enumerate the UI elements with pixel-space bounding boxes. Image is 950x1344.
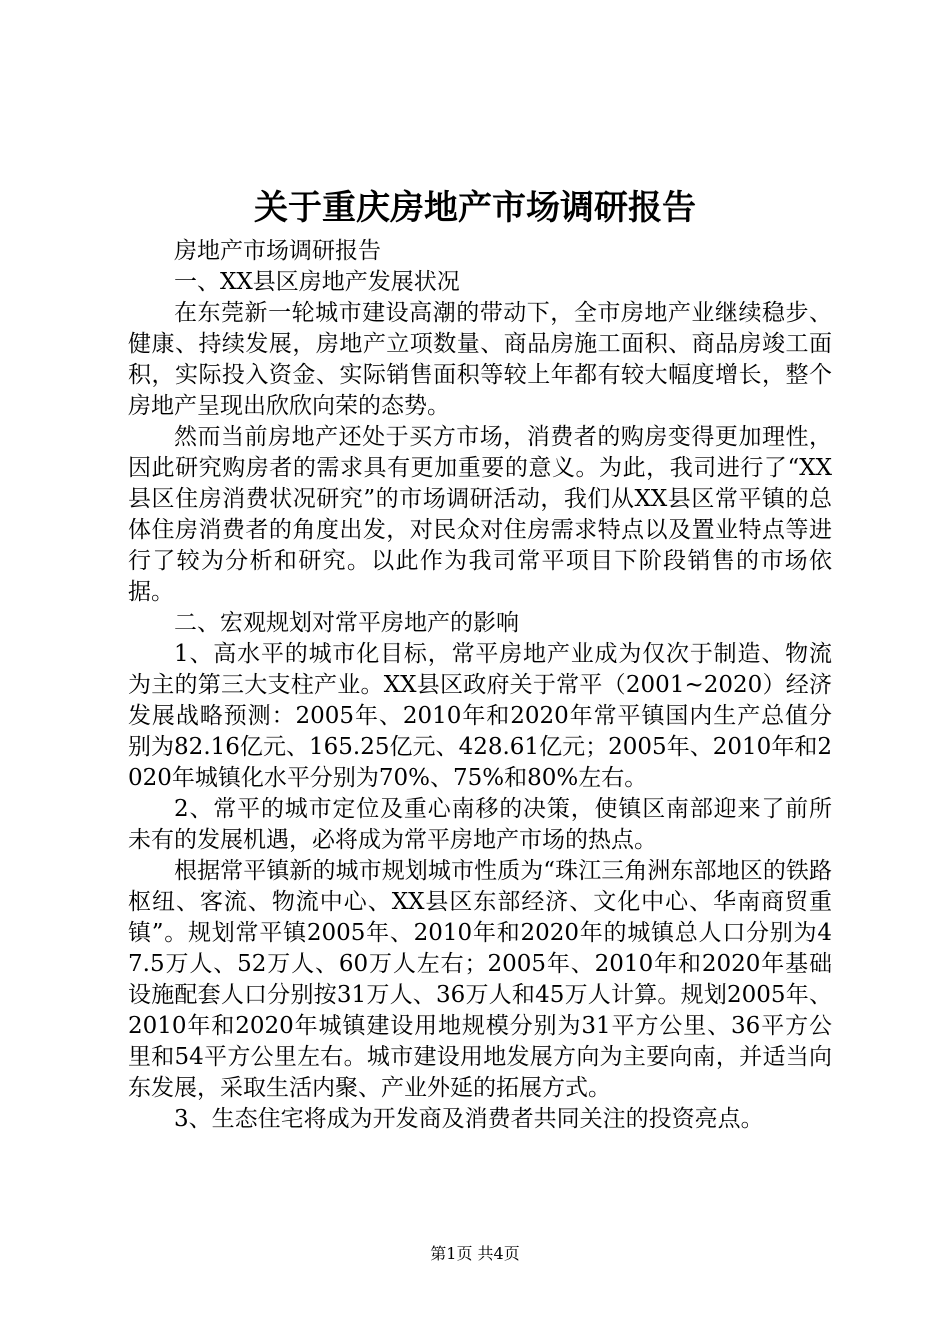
section-heading-2: 二、宏观规划对常平房地产的影响 [174,610,519,636]
page-footer: 第1页 共4页 [430,1244,520,1263]
paragraph: 1、高水平的城市化目标，常平房地产业成为仅次于制造、物流为主的第三大支柱产业。XX县区政府关于常平（2001~2020）经济发展战略预测：2005年、2010年和2020年常平镇国内生产总值分别为82.16亿元、165.25亿元、428.61亿元；2005年、2010年和2020年城镇化水平分别为70%、75%和80%左右。 [128,641,832,791]
paragraph: 根据常平镇新的城市规划城市性质为“珠江三角洲东部地区的铁路枢纽、客流、物流中心、XX县区东部经济、文化中心、华南商贸重镇”。规划常平镇2005年、2010年和2020年的城镇总人口分别为47.5万人、52万人、60万人左右；2005年、2010年和2020年基础设施配套人口分别按31万人、36万人和45万人计算。规划2005年、2010年和2020年城镇建设用地规模分别为31平方公里、36平方公里和54平方公里左右。城市建设用地发展方向为主要向南，并适当向东发展，采取生活内聚、产业外延的拓展方式。 [128,858,832,1101]
paragraph: 在东莞新一轮城市建设高潮的带动下，全市房地产业继续稳步、健康、持续发展，房地产立项数量、商品房施工面积、商品房竣工面积，实际投入资金、实际销售面积等较上年都有较大幅度增长，整个房地产呈现出欣欣向荣的态势。 [128,300,832,419]
paragraph: 然而当前房地产还处于买方市场，消费者的购房变得更加理性，因此研究购房者的需求具有更加重要的意义。为此，我司进行了“XX县区住房消费状况研究”的市场调研活动，我们从XX县区常平镇的总体住房消费者的角度出发，对民众对住房需求特点以及置业特点等进行了较为分析和研究。以此作为我司常平项目下阶段销售的市场依据。 [128,424,832,605]
paragraph: 3、生态住宅将成为开发商及消费者共同关注的投资亮点。 [174,1106,764,1132]
paragraph: 2、常平的城市定位及重心南移的决策，使镇区南部迎来了前所未有的发展机遇，必将成为常平房地产市场的热点。 [128,796,832,853]
section-heading-1: 一、XX县区房地产发展状况 [174,269,460,295]
paragraph-subtitle: 房地产市场调研报告 [174,238,381,264]
document-title: 关于重庆房地产市场调研报告 [254,188,696,228]
document-body [128,236,832,1135]
